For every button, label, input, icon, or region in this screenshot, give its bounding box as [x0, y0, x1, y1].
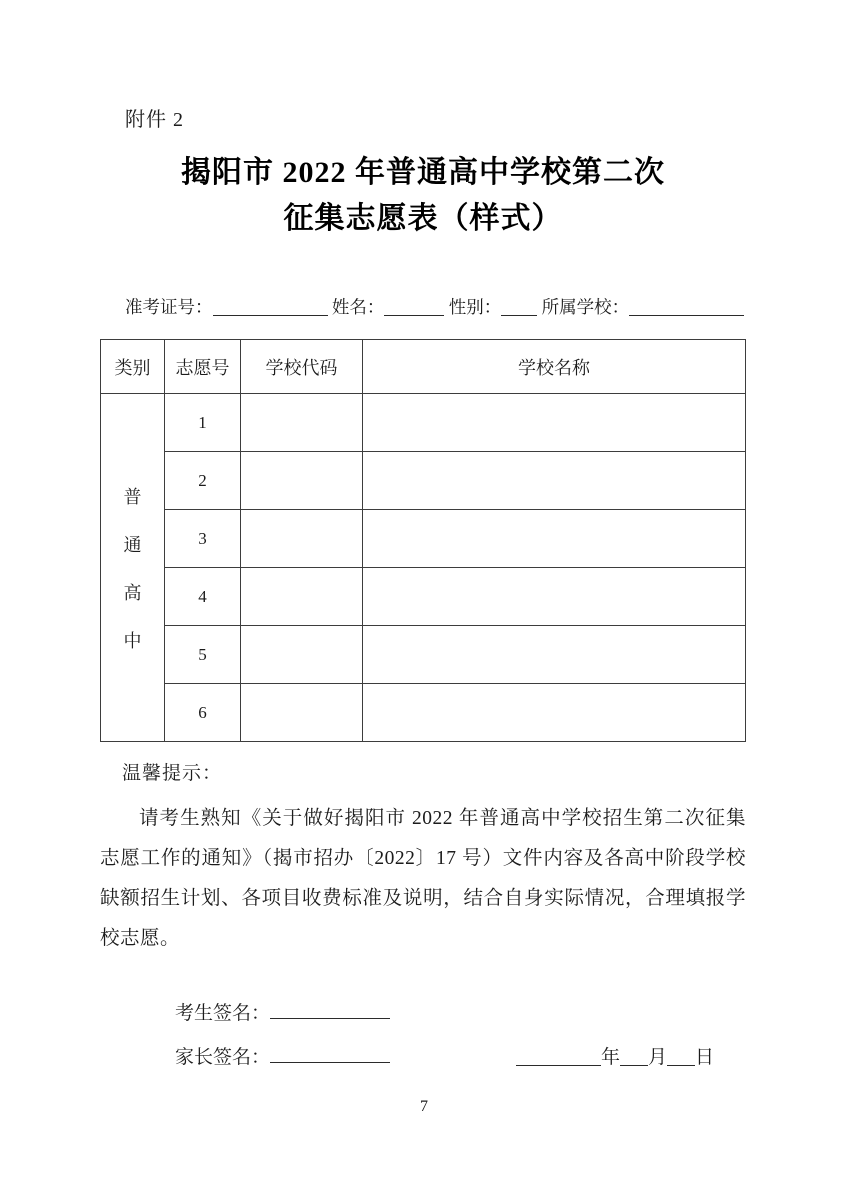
col-header-school-name: 学校名称 [363, 340, 746, 394]
col-header-category: 类别 [101, 340, 165, 394]
school-name-cell [363, 626, 746, 684]
school-label: 所属学校： [541, 297, 630, 317]
school-code-cell [241, 684, 363, 742]
name-blank [384, 299, 444, 317]
table-row [101, 684, 746, 742]
volunteer-no-cell: 5 [165, 626, 241, 684]
category-char: 普 [123, 486, 142, 507]
table-header-row [101, 340, 746, 394]
table-row [101, 626, 746, 684]
school-name-cell [363, 684, 746, 742]
volunteer-table [100, 339, 746, 742]
attachment-label: 附件 2 [125, 109, 184, 131]
school-blank [629, 299, 744, 317]
school-name-cell [363, 452, 746, 510]
parent-signature-row [175, 1043, 746, 1073]
category-cell [101, 394, 165, 742]
school-code-cell [241, 568, 363, 626]
student-signature-blank [270, 1000, 390, 1019]
category-char: 高 [123, 582, 142, 603]
category-char: 通 [123, 534, 142, 555]
student-info-row [125, 294, 746, 319]
student-signature-row [175, 999, 746, 1029]
category-char: 中 [123, 630, 142, 651]
parent-signature-label: 家长签名： [175, 1047, 271, 1068]
school-name-cell [363, 568, 746, 626]
volunteer-no-cell: 3 [165, 510, 241, 568]
date-month-label: 月 [647, 1047, 667, 1068]
school-code-cell [241, 626, 363, 684]
notice-body: 请考生熟知《关于做好揭阳市 2022 年普通高中学校招生第二次征集志愿工作的通知》（揭市招办〔2022〕17 号）文件内容及各高中阶段学校缺额招生计划、各项目收费标准及说明，结合自身实际情况，合理填报学校志愿。 [100, 808, 746, 949]
notice-title: 温馨提示： [122, 763, 223, 784]
category-vertical-text [101, 394, 164, 741]
exam-id-blank [213, 299, 328, 317]
col-header-school-code: 学校代码 [241, 340, 363, 394]
table-row [101, 510, 746, 568]
student-signature-label: 考生签名： [175, 1003, 271, 1024]
gender-blank [501, 299, 537, 317]
school-name-cell [363, 394, 746, 452]
table-row [101, 568, 746, 626]
document-content [100, 0, 746, 1073]
school-name-cell [363, 510, 746, 568]
table-row [101, 394, 746, 452]
volunteer-no-cell: 6 [165, 684, 241, 742]
school-code-cell [241, 510, 363, 568]
parent-signature-blank [270, 1044, 390, 1063]
date-year-blank [516, 1047, 601, 1066]
table-row [101, 452, 746, 510]
date-line [516, 1043, 714, 1073]
volunteer-no-cell: 2 [165, 452, 241, 510]
school-code-cell [241, 394, 363, 452]
document-title [100, 150, 746, 242]
volunteer-no-cell: 1 [165, 394, 241, 452]
school-code-cell [241, 452, 363, 510]
signature-section [100, 999, 746, 1073]
date-day-blank [667, 1047, 695, 1066]
volunteer-no-cell: 4 [165, 568, 241, 626]
exam-id-label: 准考证号： [125, 297, 213, 317]
date-year-label: 年 [600, 1047, 620, 1068]
title-line-2: 征集志愿表（样式） [283, 202, 563, 235]
notice-section [100, 759, 746, 959]
name-label: 姓名： [331, 297, 385, 317]
page-number: 7 [420, 1098, 428, 1115]
title-line-1: 揭阳市 2022 年普通高中学校第二次 [181, 156, 665, 189]
date-day-label: 日 [694, 1047, 714, 1068]
gender-label: 性别： [448, 297, 502, 317]
col-header-volunteer-no: 志愿号 [165, 340, 241, 394]
date-month-blank [620, 1047, 648, 1066]
